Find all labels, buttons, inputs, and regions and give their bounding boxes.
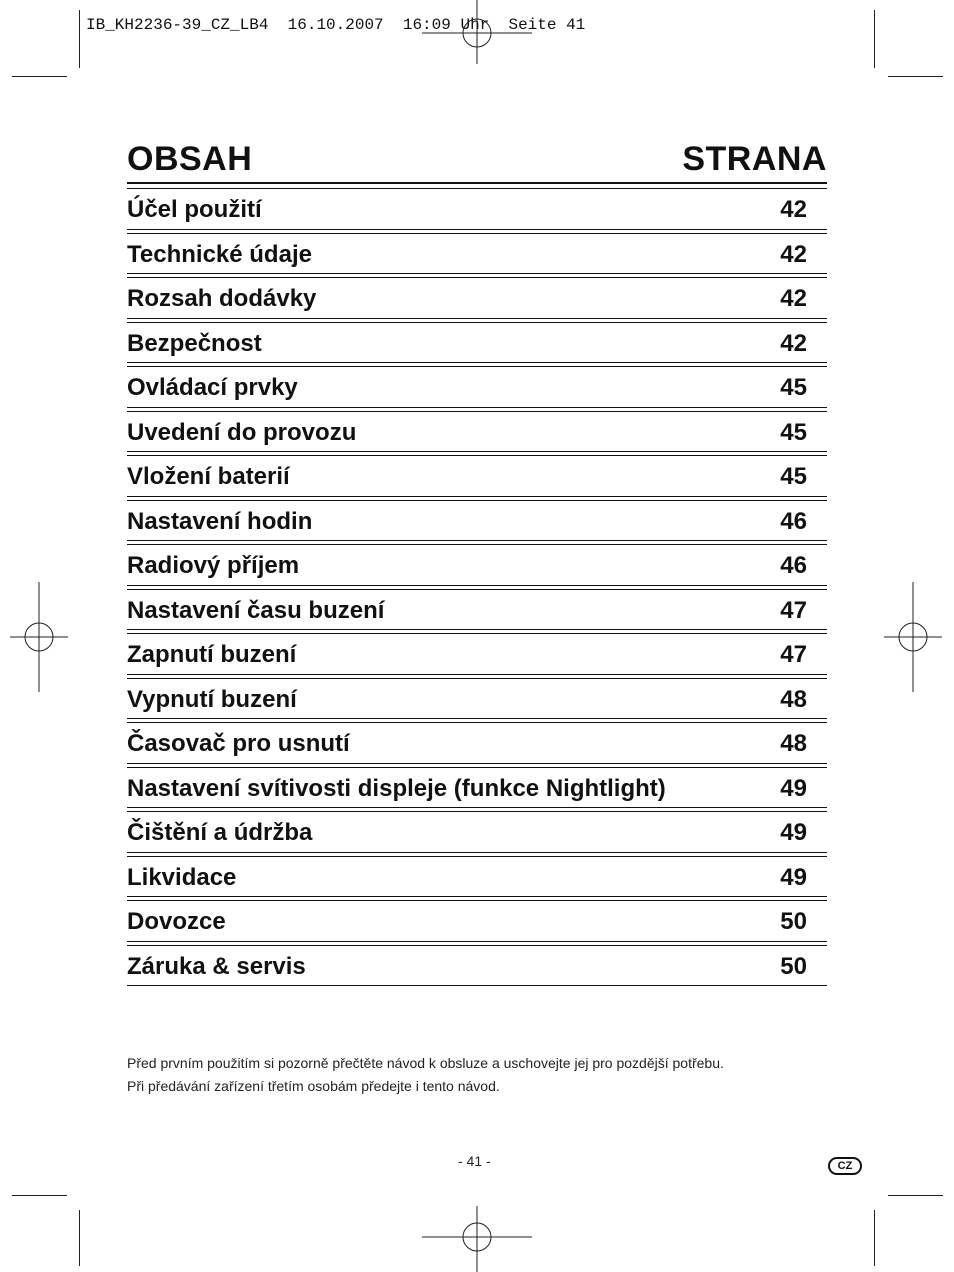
toc-entry-title: Vypnutí buzení [127,685,297,713]
toc-entry-page: 42 [780,240,807,268]
header-rule [127,182,827,184]
toc-entry-page: 47 [780,596,807,624]
toc-entry [127,856,827,898]
toc-entry-title: Čištění a údržba [127,819,313,846]
toc-entry-page: 42 [780,329,807,357]
registration-mark-right [884,582,944,692]
toc-entry-page: 45 [780,374,807,401]
toc-entry-title: Dovozce [127,908,226,935]
print-slug: IB_KH2236-39_CZ_LB4 16.10.2007 16:09 Uhr Seite 41 [86,16,586,34]
toc-entry-title: Likvidace [127,863,237,891]
toc-entry-page: 50 [780,908,807,935]
toc-entry-title: Ovládací prvky [127,374,298,401]
toc-entry [127,188,827,230]
toc-entry-page: 45 [780,463,807,490]
toc-entry-page: 49 [780,863,807,891]
toc-entry-title: Nastavení hodin [127,507,313,535]
toc-entry [127,722,827,764]
toc-entry [127,322,827,364]
toc-entry-title: Technické údaje [127,240,312,268]
toc-entry [127,767,827,809]
toc-entry-page: 42 [780,196,807,223]
language-badge: CZ [828,1157,862,1175]
registration-mark-left [10,582,70,692]
toc-entry [127,500,827,542]
toc-entry-title: Časovač pro usnutí [127,730,350,757]
toc-entry-title: Nastavení svítivosti displeje (funkce Nightlight) [127,774,666,802]
toc-entry-page: 49 [780,774,807,802]
toc-entry-page: 49 [780,819,807,846]
toc-entry-page: 46 [780,507,807,535]
toc-entry [127,544,827,586]
usage-note-line-1: Před prvním použitím si pozorně přečtěte návod k obsluze a uschovejte jej pro pozdější potřebu. [127,1055,724,1071]
usage-note [127,1052,724,1098]
toc-entry-title: Zapnutí buzení [127,641,297,668]
registration-mark-top [422,0,532,66]
toc-header [127,140,827,184]
usage-note-line-2: Při předávání zařízení třetím osobám předejte i tento návod. [127,1078,500,1094]
toc-entry-title: Bezpečnost [127,329,262,357]
toc-entry-page: 50 [780,952,807,980]
toc-entry-page: 48 [780,685,807,713]
toc-entry-title: Nastavení času buzení [127,596,385,624]
toc-entry [127,633,827,675]
toc-entry [127,945,827,987]
toc-page-column-title: STRANA [682,140,827,178]
toc-entry-title: Záruka & servis [127,952,306,980]
toc-entry-page: 46 [780,552,807,579]
toc-entry [127,233,827,275]
toc-entry-title: Radiový příjem [127,552,300,579]
registration-mark-bottom [422,1206,532,1272]
page-number: - 41 - [458,1153,491,1169]
toc-list [127,188,827,989]
toc-entry-title: Vložení baterií [127,463,290,490]
toc-entry [127,277,827,319]
toc-entry [127,678,827,720]
toc-entry-title: Uvedení do provozu [127,418,357,446]
toc-entry-page: 42 [780,285,807,312]
toc-entry [127,455,827,497]
toc-entry-title: Rozsah dodávky [127,285,317,312]
toc-entry [127,811,827,853]
toc-entry-page: 48 [780,730,807,757]
toc-entry [127,366,827,408]
toc-entry [127,411,827,453]
toc-entry-page: 47 [780,641,807,668]
toc-entry-title: Účel použití [127,196,262,223]
toc-entry [127,900,827,942]
toc-entry [127,589,827,631]
toc-entry-page: 45 [780,418,807,446]
toc-title: OBSAH [127,140,253,178]
